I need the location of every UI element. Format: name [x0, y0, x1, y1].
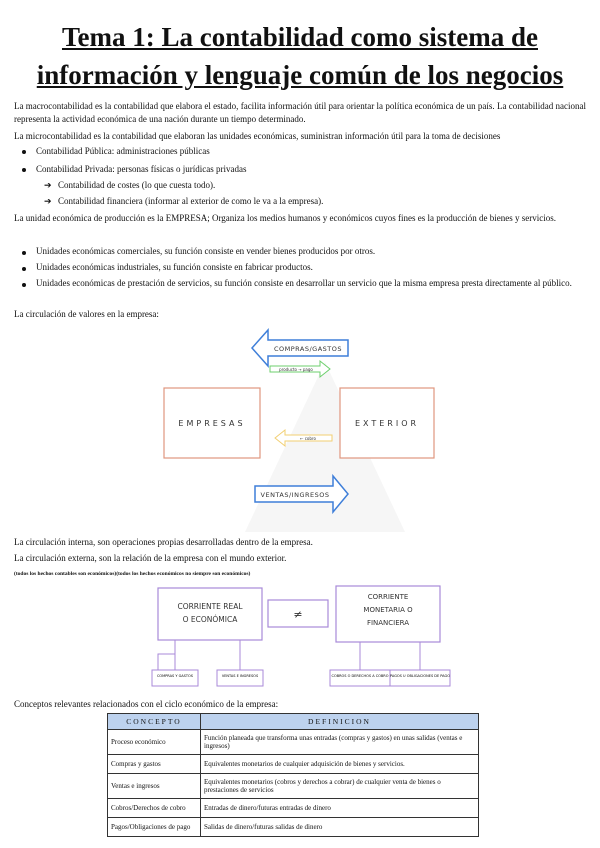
- table-header-concepto: CONCEPTO: [108, 714, 201, 730]
- bullet-icon: [22, 251, 26, 255]
- compras-label: COMPRAS/GASTOS: [273, 345, 343, 353]
- macro-paragraph: La macrocontabilidad es la contabilidad que elabora el estado, facilita información útil para orientar la política económica de un país. La contabilidad nacional representa la actividad económica de una nación durante un tiempo determinado.: [14, 101, 586, 124]
- list-item-privada: Contabilidad Privada: personas físicas o jurídicas privadas: [36, 164, 247, 174]
- pagos-label: PAGOS U OBLIGACIONES DE PAGO: [390, 674, 450, 678]
- arrow-icon: ➔: [44, 180, 52, 190]
- interna-paragraph: La circulación interna, son operaciones propias desarrolladas dentro de la empresa.: [14, 537, 313, 547]
- producto-label: producto → pago: [279, 367, 313, 372]
- table-cell-definicion: Salidas de dinero/futuras salidas de dinero: [201, 818, 479, 837]
- corriente-monetaria-label-2: MONETARIA O: [363, 606, 413, 614]
- list-item-industriales: Unidades económicas industriales, su función consiste en fabricar productos.: [36, 262, 313, 272]
- ventas-label: VENTAS/INGRESOS: [260, 491, 330, 499]
- table-cell-definicion: Equivalentes monetarios (cobros y derechos a cobrar) de cualquier venta de bienes o prestaciones de servicios: [201, 774, 479, 799]
- circulacion-paragraph: La circulación de valores en la empresa:: [14, 309, 159, 319]
- concept-table: [107, 713, 479, 837]
- table-cell-concepto: Cobros/Derechos de cobro: [108, 799, 201, 818]
- list-item-financiera: Contabilidad financiera (informar al exterior de como le va a la empresa).: [58, 196, 324, 206]
- pagos-box: [390, 670, 450, 686]
- cobros-box: [330, 670, 390, 686]
- retorno-label: ← cobro: [300, 436, 316, 441]
- externa-paragraph: La circulación externa, son la relación de la empresa con el mundo exterior.: [14, 553, 287, 563]
- empresas-label: EMPRESAS: [178, 419, 246, 428]
- list-item-publica: Contabilidad Pública: administraciones públicas: [36, 146, 210, 156]
- bullet-icon: [22, 267, 26, 271]
- table-row: [108, 799, 479, 818]
- table-cell-concepto: Compras y gastos: [108, 755, 201, 774]
- exterior-label: EXTERIOR: [354, 419, 420, 428]
- nota-paragraph: (todos los hechos contables son económicos)(todos los hechos económicos no siempre son económicos): [14, 571, 251, 577]
- table-cell-concepto: Pagos/Obligaciones de pago: [108, 818, 201, 837]
- neq-symbol: ≠: [293, 608, 303, 621]
- arrow-icon: ➔: [44, 196, 52, 206]
- list-item-servicios: Unidades económicas de prestación de servicios, su función consiste en desarrollar un servicio que la misma empresa presta directamente al público.: [36, 278, 572, 288]
- table-cell-concepto: Proceso económico: [108, 730, 201, 755]
- table-header-row: [108, 714, 479, 730]
- corriente-monetaria-label-1: CORRIENTE: [367, 593, 409, 601]
- compras-gastos-box: [152, 670, 198, 686]
- table-row: [108, 730, 479, 755]
- corriente-real-label-1: CORRIENTE REAL: [177, 602, 243, 611]
- table-cell-concepto: Ventas e ingresos: [108, 774, 201, 799]
- corriente-real-label-2: O ECONÓMICA: [182, 615, 238, 624]
- conceptos-paragraph: Conceptos relevantes relacionados con el ciclo económico de la empresa:: [14, 699, 279, 709]
- corriente-diagram: [140, 582, 460, 692]
- table-cell-definicion: Entradas de dinero/futuras entradas de dinero: [201, 799, 479, 818]
- bullet-icon: [22, 168, 26, 172]
- table-row: [108, 755, 479, 774]
- table-cell-definicion: Equivalentes monetarios de cualquier adquisición de bienes y servicios.: [201, 755, 479, 774]
- empresa-paragraph: La unidad económica de producción es la EMPRESA; Organiza los medios humanos y económicos cuyos fines es la producción de bienes y servicios.: [14, 213, 556, 223]
- table-row: [108, 774, 479, 799]
- bullet-icon: [22, 283, 26, 287]
- bullet-icon: [22, 150, 26, 154]
- list-item-comerciales: Unidades económicas comerciales, su función consiste en vender bienes producidos por otros.: [36, 246, 376, 256]
- circulation-diagram: [150, 322, 450, 532]
- ventas-ingresos-label: VENTAS E INGRESOS: [221, 674, 259, 678]
- micro-paragraph: La microcontabilidad es la contabilidad que elaboran las unidades económicas, suministran información útil para la toma de decisiones: [14, 131, 501, 141]
- ventas-ingresos-box: [217, 670, 263, 686]
- corriente-monetaria-label-3: FINANCIERA: [366, 619, 410, 627]
- list-item-costes: Contabilidad de costes (lo que cuesta todo).: [58, 180, 216, 190]
- corriente-real-box: [158, 588, 262, 640]
- table-header-definicion: DEFINICION: [201, 714, 479, 730]
- table-row: [108, 818, 479, 837]
- title-line-2: información y lenguaje común de los negocios: [36, 60, 564, 90]
- table-cell-definicion: Función planeada que transforma unas entradas (compras y gastos) en unas salidas (ventas e ingresos): [201, 730, 479, 755]
- title-line-1: Tema 1: La contabilidad como sistema de: [61, 22, 538, 52]
- compras-gastos-label: COMPRAS Y GASTOS: [156, 674, 194, 678]
- cobros-label: COBROS O DERECHOS A COBRO: [331, 674, 389, 678]
